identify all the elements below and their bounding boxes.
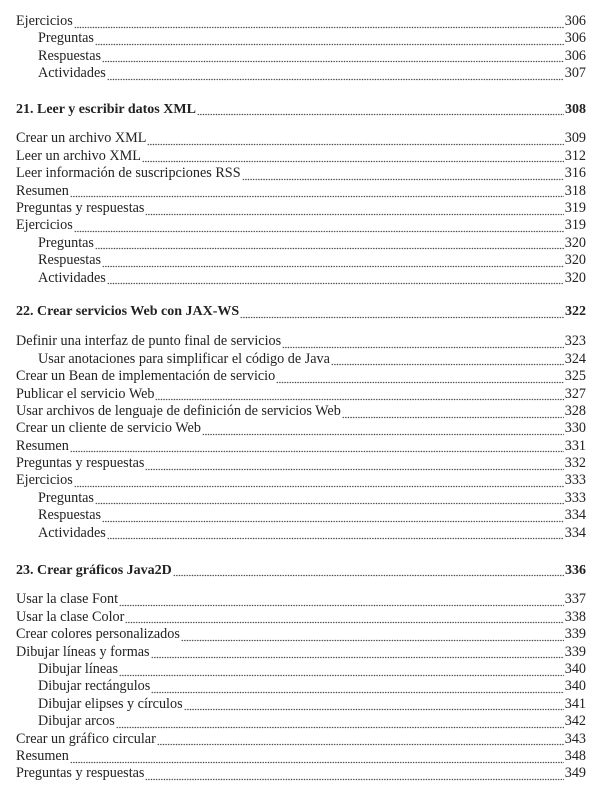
entry-title: Crear colores personalizados bbox=[16, 626, 180, 643]
entry-title: Preguntas bbox=[38, 30, 94, 47]
entry-title: Ejercicios bbox=[16, 217, 73, 234]
page-number: 339 bbox=[564, 643, 586, 660]
page-number: 328 bbox=[564, 402, 586, 419]
dot-leader bbox=[342, 403, 564, 420]
toc-entry bbox=[16, 165, 586, 182]
dot-leader bbox=[95, 490, 564, 507]
toc-entry bbox=[16, 386, 586, 403]
entry-title: Crear un gráfico circular bbox=[16, 730, 156, 747]
entry-title: Crear un archivo XML bbox=[16, 130, 147, 147]
page-number: 306 bbox=[564, 13, 586, 29]
entry-title: Usar la clase Font bbox=[16, 591, 119, 608]
page-number: 333 bbox=[564, 472, 586, 489]
toc-subentry bbox=[16, 678, 586, 695]
toc-entry bbox=[16, 438, 586, 455]
entry-title: Respuestas bbox=[38, 252, 102, 269]
toc-entry bbox=[16, 200, 586, 217]
entry-title: Leer un archivo XML bbox=[16, 147, 141, 164]
dot-leader bbox=[202, 420, 564, 437]
entry-title: Dibujar líneas bbox=[38, 661, 118, 677]
toc-entry bbox=[16, 731, 586, 748]
page-number: 309 bbox=[564, 130, 586, 147]
page-number: 320 bbox=[564, 269, 586, 286]
toc-entry bbox=[16, 183, 586, 200]
entry-title: Crear un Bean de implementación de servicio bbox=[16, 368, 276, 385]
entry-title: Dibujar líneas y formas bbox=[16, 643, 150, 660]
dot-leader bbox=[70, 438, 564, 455]
dot-leader bbox=[331, 351, 564, 368]
toc-subentry bbox=[16, 661, 586, 678]
entry-title: Ejercicios bbox=[16, 472, 73, 489]
entry-title: Usar archivos de lenguaje de definición de servicios Web bbox=[16, 402, 341, 419]
dot-leader bbox=[173, 562, 564, 579]
dot-leader bbox=[240, 303, 564, 320]
page-number: 343 bbox=[564, 730, 586, 747]
entry-title: Actividades bbox=[38, 269, 106, 286]
dot-leader bbox=[107, 65, 564, 82]
page-number: 320 bbox=[564, 234, 586, 251]
page-number: 331 bbox=[564, 437, 586, 454]
dot-leader bbox=[151, 678, 563, 695]
dot-leader bbox=[276, 368, 563, 385]
toc-entry bbox=[16, 455, 586, 472]
page-number: 319 bbox=[564, 217, 586, 234]
entry-title: Usar la clase Color bbox=[16, 608, 125, 625]
entry-title: Respuestas bbox=[38, 47, 102, 64]
entry-title: Resumen bbox=[16, 182, 69, 199]
page-number: 334 bbox=[564, 524, 586, 541]
dot-leader bbox=[102, 252, 564, 269]
dot-leader bbox=[70, 183, 564, 200]
dot-leader bbox=[145, 765, 563, 782]
toc-entry bbox=[16, 644, 586, 661]
entry-title: Resumen bbox=[16, 747, 69, 764]
dot-leader bbox=[116, 713, 564, 730]
entry-title: 21. Leer y escribir datos XML bbox=[16, 101, 196, 117]
page-number: 334 bbox=[564, 507, 586, 524]
chapter-heading bbox=[16, 101, 586, 118]
toc-subentry bbox=[16, 490, 586, 507]
toc-entry bbox=[16, 748, 586, 765]
table-of-contents bbox=[16, 13, 586, 783]
entry-title: Resumen bbox=[16, 437, 69, 454]
entry-title: Leer información de suscripciones RSS bbox=[16, 165, 241, 182]
page-number: 340 bbox=[564, 678, 586, 695]
dot-leader bbox=[282, 333, 564, 350]
page-number: 336 bbox=[565, 562, 586, 578]
toc-subentry bbox=[16, 252, 586, 269]
dot-leader bbox=[125, 609, 563, 626]
dot-leader bbox=[147, 130, 563, 147]
toc-subentry bbox=[16, 351, 586, 368]
chapter-heading bbox=[16, 562, 586, 579]
page-number: 332 bbox=[564, 455, 586, 472]
toc-entry bbox=[16, 403, 586, 420]
entry-title: Usar anotaciones para simplificar el código de Java bbox=[38, 350, 330, 367]
toc-entry bbox=[16, 148, 586, 165]
page-number: 340 bbox=[564, 661, 586, 677]
dot-leader bbox=[184, 696, 564, 713]
toc-subentry bbox=[16, 270, 586, 287]
dot-leader bbox=[74, 13, 564, 30]
page-number: 339 bbox=[564, 626, 586, 643]
dot-leader bbox=[242, 165, 564, 182]
toc-subentry bbox=[16, 235, 586, 252]
toc-entry bbox=[16, 765, 586, 782]
toc-subentry bbox=[16, 713, 586, 730]
toc-entry bbox=[16, 368, 586, 385]
page-number: 333 bbox=[564, 489, 586, 506]
dot-leader bbox=[197, 101, 564, 118]
toc-subentry bbox=[16, 507, 586, 524]
dot-leader bbox=[119, 661, 564, 678]
page-number: 307 bbox=[564, 65, 586, 82]
page-number: 341 bbox=[564, 695, 586, 712]
toc-entry bbox=[16, 13, 586, 30]
toc-entry bbox=[16, 609, 586, 626]
page-number: 308 bbox=[565, 101, 586, 117]
entry-title: Crear un cliente de servicio Web bbox=[16, 420, 201, 437]
toc-entry bbox=[16, 333, 586, 350]
page-number: 322 bbox=[565, 304, 586, 320]
dot-leader bbox=[119, 591, 564, 608]
page-number: 319 bbox=[564, 200, 586, 217]
page-number: 316 bbox=[564, 165, 586, 182]
page-number: 324 bbox=[564, 350, 586, 367]
dot-leader bbox=[74, 472, 564, 489]
dot-leader bbox=[95, 235, 564, 252]
dot-leader bbox=[107, 270, 564, 287]
page-number: 338 bbox=[564, 608, 586, 625]
toc-subentry bbox=[16, 48, 586, 65]
toc-subentry bbox=[16, 30, 586, 47]
entry-title: Dibujar elipses y círculos bbox=[38, 695, 183, 712]
dot-leader bbox=[107, 525, 564, 542]
page-number: 337 bbox=[564, 591, 586, 608]
entry-title: 23. Crear gráficos Java2D bbox=[16, 562, 172, 578]
dot-leader bbox=[70, 748, 564, 765]
toc-entry bbox=[16, 420, 586, 437]
entry-title: Actividades bbox=[38, 524, 106, 541]
page-number: 342 bbox=[564, 713, 586, 730]
dot-leader bbox=[181, 626, 564, 643]
entry-title: Respuestas bbox=[38, 507, 102, 524]
chapter-heading bbox=[16, 303, 586, 320]
page-number: 327 bbox=[564, 385, 586, 402]
dot-leader bbox=[102, 507, 564, 524]
toc-entry bbox=[16, 626, 586, 643]
dot-leader bbox=[145, 200, 563, 217]
dot-leader bbox=[142, 148, 564, 165]
entry-title: Preguntas y respuestas bbox=[16, 765, 145, 782]
page-number: 330 bbox=[564, 420, 586, 437]
entry-title: Preguntas bbox=[38, 489, 94, 506]
page-number: 318 bbox=[564, 182, 586, 199]
toc-entry bbox=[16, 591, 586, 608]
page-number: 348 bbox=[564, 747, 586, 764]
page-number: 325 bbox=[564, 368, 586, 385]
toc-entry bbox=[16, 217, 586, 234]
dot-leader bbox=[151, 644, 564, 661]
entry-title: Definir una interfaz de punto final de servicios bbox=[16, 333, 282, 350]
toc-subentry bbox=[16, 65, 586, 82]
toc-entry bbox=[16, 472, 586, 489]
dot-leader bbox=[95, 30, 564, 47]
entry-title: 22. Crear servicios Web con JAX-WS bbox=[16, 304, 240, 320]
entry-title: Publicar el servicio Web bbox=[16, 385, 155, 402]
entry-title: Actividades bbox=[38, 65, 106, 82]
dot-leader bbox=[155, 386, 563, 403]
page-number: 320 bbox=[564, 252, 586, 269]
page-number: 312 bbox=[564, 147, 586, 164]
page-number: 349 bbox=[564, 765, 586, 782]
entry-title: Ejercicios bbox=[16, 13, 73, 29]
entry-title: Dibujar arcos bbox=[38, 713, 115, 730]
entry-title: Preguntas bbox=[38, 234, 94, 251]
dot-leader bbox=[157, 731, 564, 748]
page-number: 306 bbox=[564, 47, 586, 64]
entry-title: Preguntas y respuestas bbox=[16, 455, 145, 472]
entry-title: Dibujar rectángulos bbox=[38, 678, 151, 695]
page-number: 306 bbox=[564, 30, 586, 47]
dot-leader bbox=[74, 217, 564, 234]
toc-subentry bbox=[16, 525, 586, 542]
toc-subentry bbox=[16, 696, 586, 713]
page-number: 323 bbox=[564, 333, 586, 350]
entry-title: Preguntas y respuestas bbox=[16, 200, 145, 217]
toc-entry bbox=[16, 130, 586, 147]
dot-leader bbox=[145, 455, 563, 472]
dot-leader bbox=[102, 48, 564, 65]
